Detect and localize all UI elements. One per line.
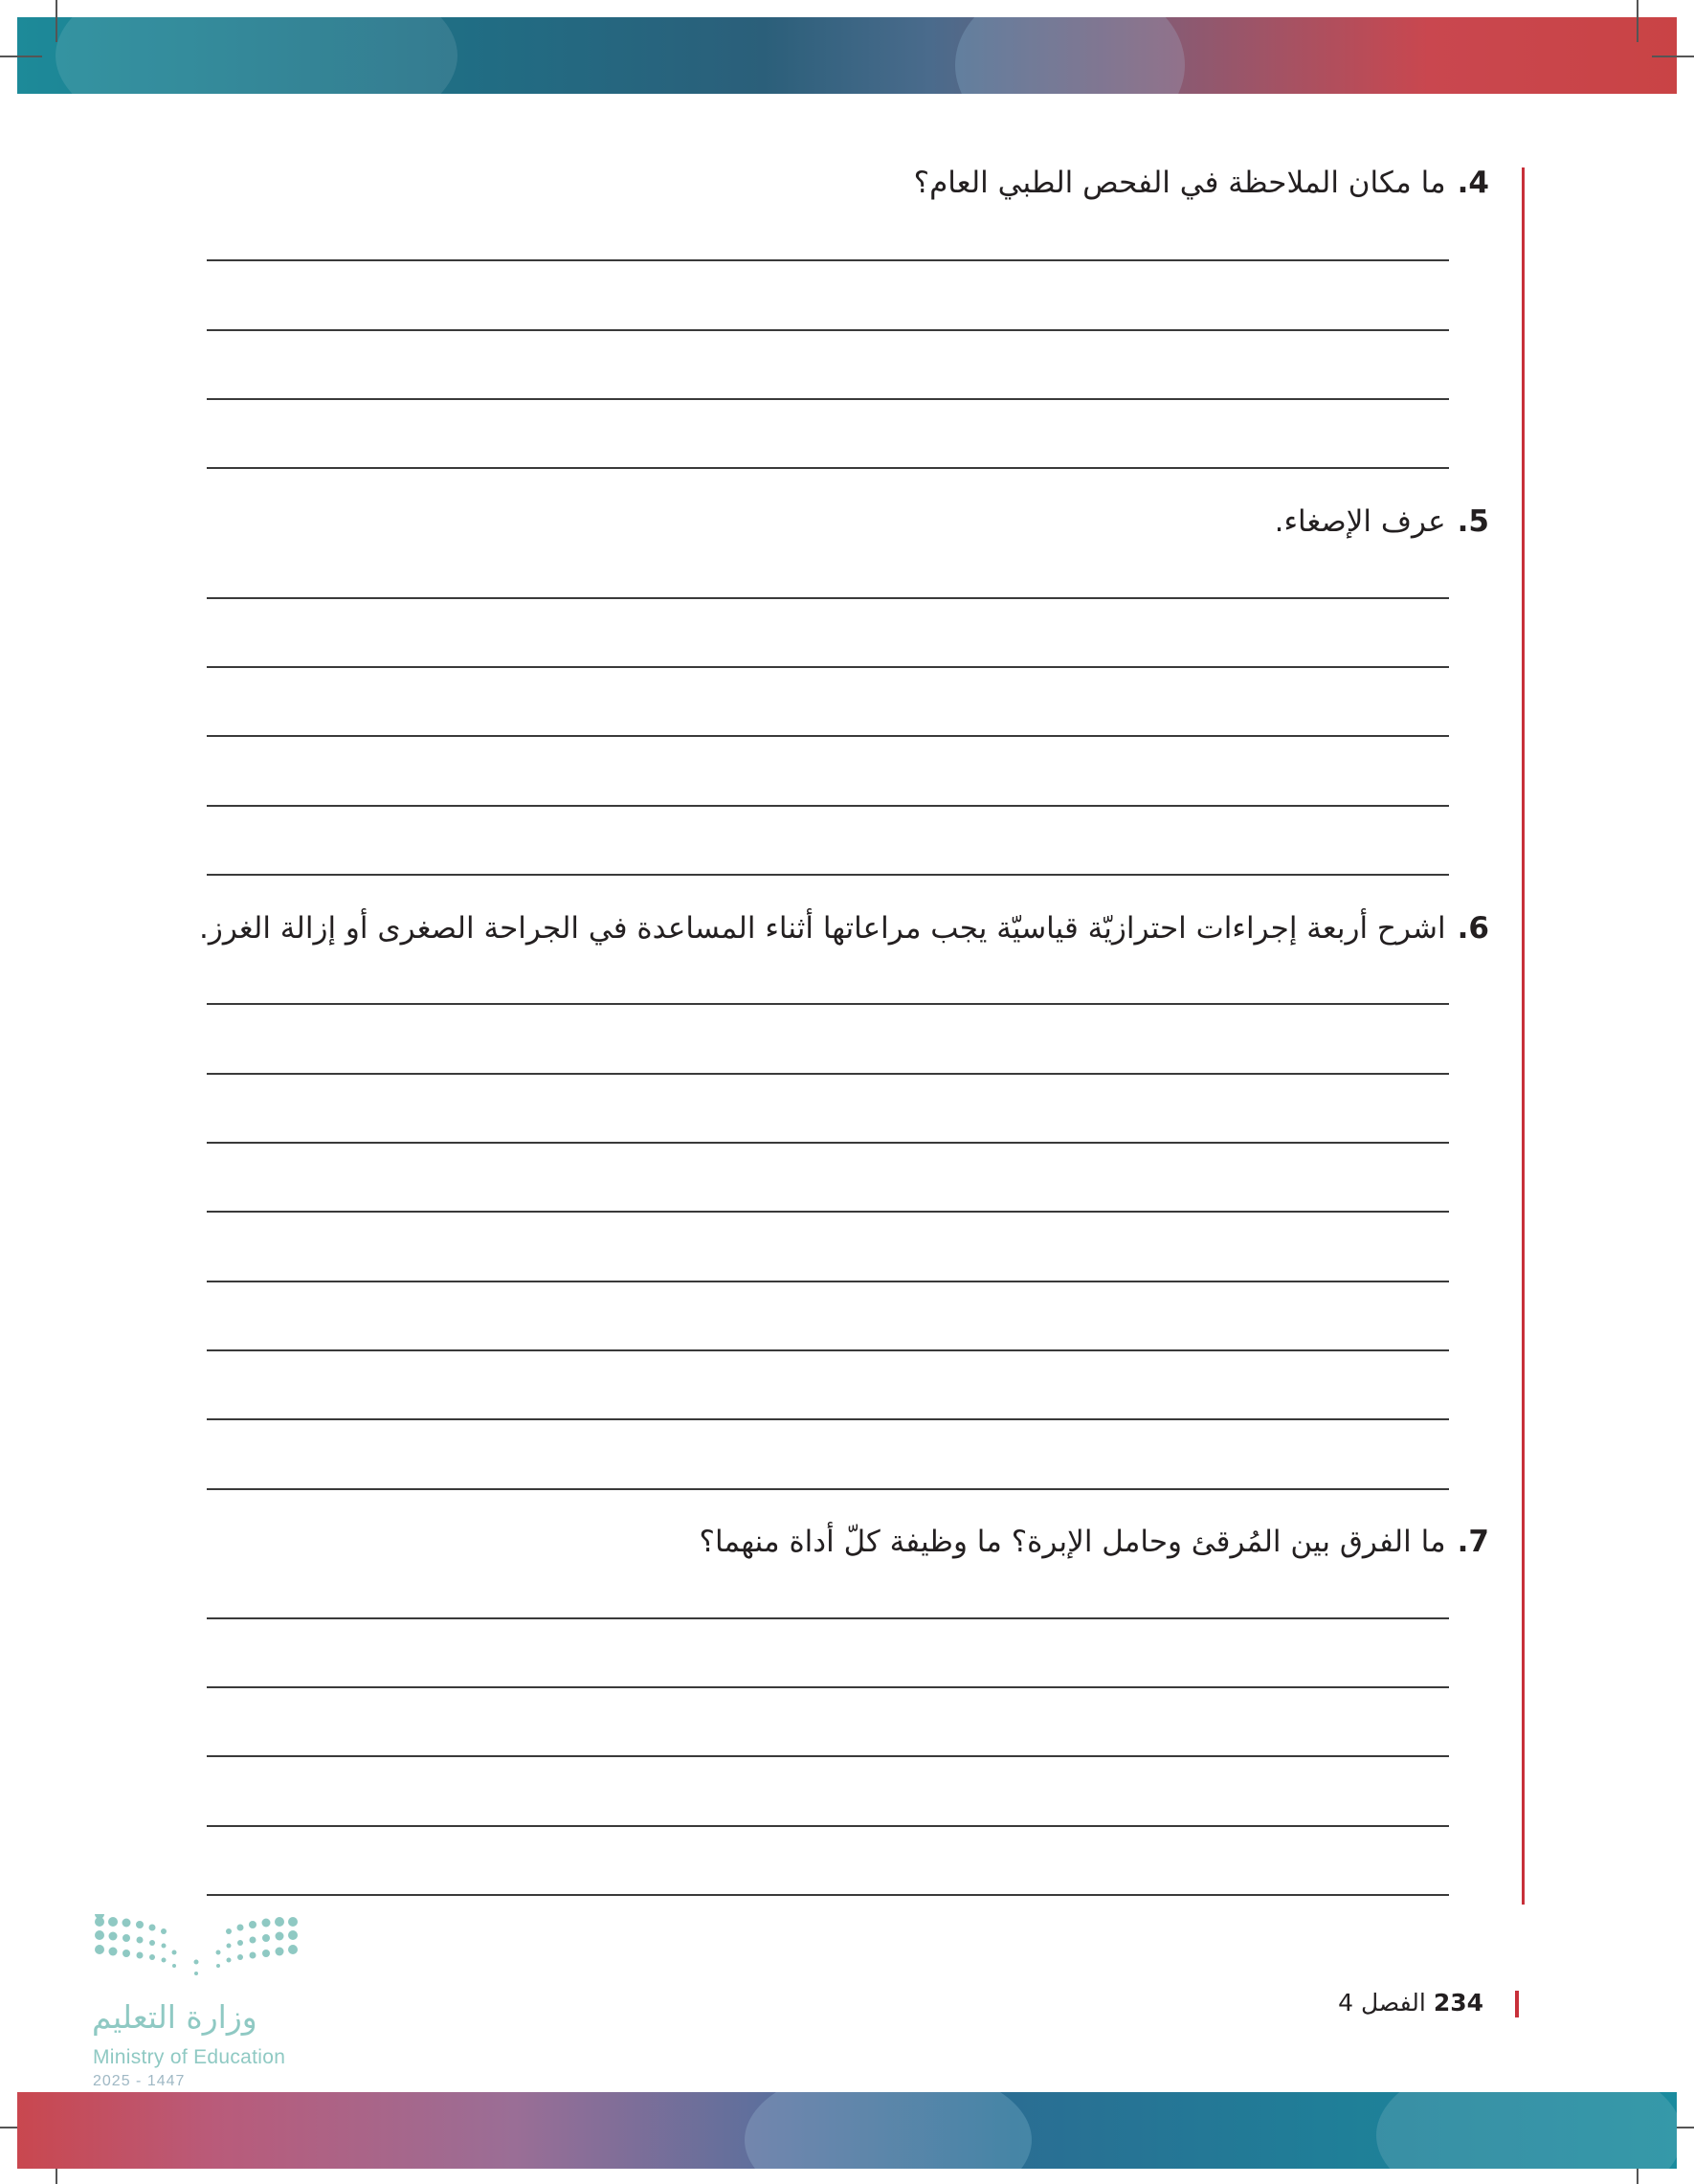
crop-mark xyxy=(1652,56,1694,57)
answer-line[interactable] xyxy=(207,398,1449,400)
answer-line[interactable] xyxy=(207,1686,1449,1688)
question-7 xyxy=(700,1523,1489,1561)
question-number: 7. xyxy=(1457,1525,1489,1559)
answer-line[interactable] xyxy=(207,597,1449,599)
answer-line[interactable] xyxy=(207,1142,1449,1144)
answer-line[interactable] xyxy=(207,1073,1449,1075)
answer-line[interactable] xyxy=(207,1418,1449,1420)
answer-line[interactable] xyxy=(207,1894,1449,1896)
answer-line[interactable] xyxy=(207,874,1449,876)
bottom-banner xyxy=(17,2092,1677,2169)
crop-mark xyxy=(56,0,57,42)
banner-glow xyxy=(955,17,1185,94)
answer-line[interactable] xyxy=(207,1488,1449,1490)
answer-line[interactable] xyxy=(207,1617,1449,1619)
page-number: 234 xyxy=(1433,1989,1483,2017)
question-text: اشرح أربعة إجراءات احترازيّة قياسيّة يجب مراعاتها أثناء المساعدة في الجراحة الصغرى أو إزالة الغرز. xyxy=(199,911,1446,946)
question-number: 4. xyxy=(1457,166,1489,200)
answer-line[interactable] xyxy=(207,805,1449,807)
question-text: عرف الإصغاء. xyxy=(1274,504,1446,539)
margin-rule xyxy=(1522,167,1525,1905)
logo-year: 2025 - 1447 xyxy=(93,2073,186,2089)
question-4 xyxy=(914,164,1489,202)
answer-line[interactable] xyxy=(207,1211,1449,1213)
crop-mark xyxy=(1637,0,1638,42)
question-text: ما الفرق بين المُرقئ وحامل الإبرة؟ ما وظيفة كلّ أداة منهما؟ xyxy=(699,1525,1446,1559)
answer-line[interactable] xyxy=(207,1349,1449,1351)
answer-line[interactable] xyxy=(207,735,1449,737)
chapter-label: الفصل 4 xyxy=(1338,1989,1426,2017)
footer-accent-bar xyxy=(1515,1991,1519,2017)
answer-line[interactable] xyxy=(207,1003,1449,1005)
question-text: ما مكان الملاحظة في الفحص الطبي العام؟ xyxy=(913,166,1446,200)
logo-english-text: Ministry of Education xyxy=(93,2046,286,2068)
page-footer xyxy=(1338,1987,1483,2019)
answer-line[interactable] xyxy=(207,1281,1449,1282)
answer-line[interactable] xyxy=(207,329,1449,331)
top-banner xyxy=(17,17,1677,94)
banner-glow xyxy=(1376,2092,1677,2169)
answer-line[interactable] xyxy=(207,259,1449,261)
question-number: 5. xyxy=(1457,504,1489,539)
logo-arabic-text: وزارة التعليم xyxy=(92,1998,257,2036)
question-5 xyxy=(1275,502,1489,541)
question-number: 6. xyxy=(1457,911,1489,946)
question-6 xyxy=(199,909,1489,947)
answer-line[interactable] xyxy=(207,1825,1449,1827)
banner-glow xyxy=(745,2092,1032,2169)
answer-line[interactable] xyxy=(207,666,1449,668)
answer-line[interactable] xyxy=(207,467,1449,469)
banner-glow xyxy=(56,17,457,94)
answer-line[interactable] xyxy=(207,1755,1449,1757)
crop-mark xyxy=(0,56,42,57)
